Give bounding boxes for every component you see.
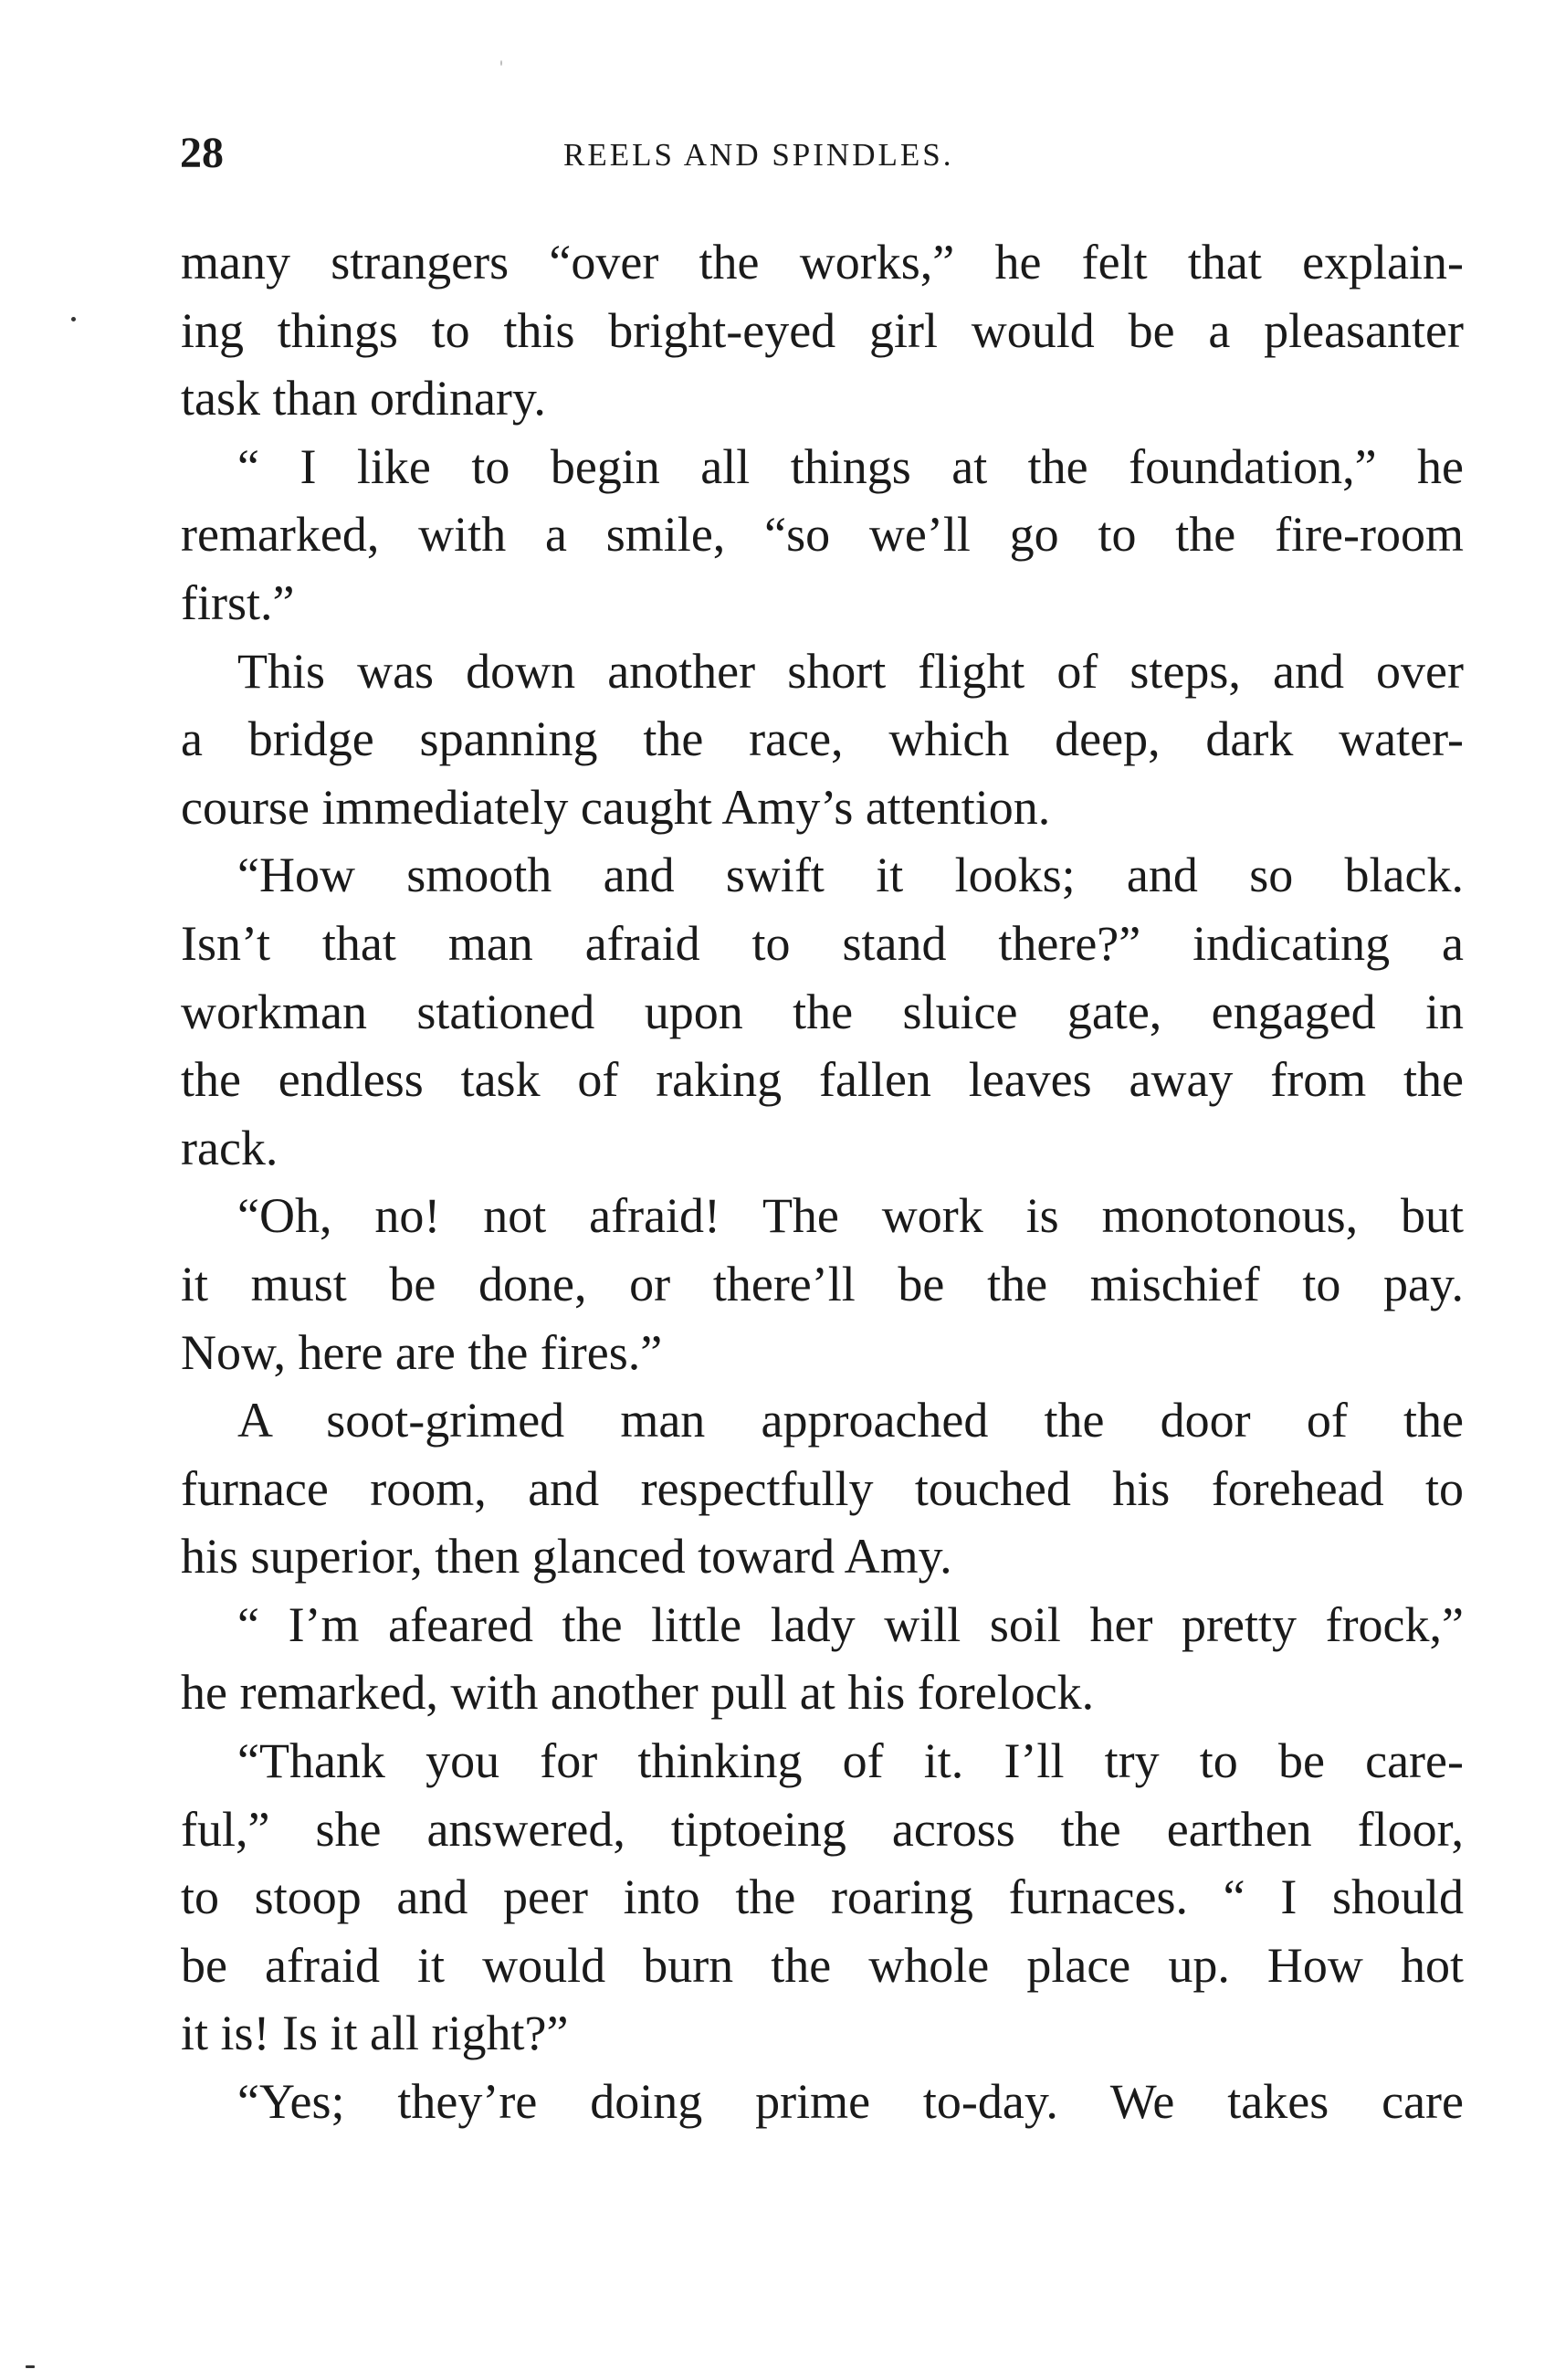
- text-line: it must be done, or there’ll be the mischief to pay.: [181, 1256, 1464, 1311]
- scan-speck: [71, 317, 76, 321]
- text-line: remarked, with a smile, “so we’ll go to the fire-room: [181, 507, 1464, 563]
- text-line: many strangers “over the works,” he felt that explain-: [181, 235, 1464, 290]
- text-line: his superior, then glanced toward Amy.: [181, 1529, 952, 1585]
- text-line: the endless task of raking fallen leaves away from the: [181, 1052, 1464, 1108]
- text-line: workman stationed upon the sluice gate, engaged in: [181, 984, 1464, 1039]
- text-line: “How smooth and swift it looks; and so black.: [237, 848, 1464, 903]
- scan-speck: [500, 60, 502, 66]
- text-line: Isn’t that man afraid to stand there?” indicating a: [181, 915, 1464, 971]
- text-line: rack.: [181, 1120, 278, 1175]
- text-line: Now, here are the fires.”: [181, 1324, 663, 1380]
- text-line: A soot-grimed man approached the door of the: [237, 1393, 1464, 1448]
- text-line: “ I’m afeared the little lady will soil her pretty frock,”: [237, 1596, 1464, 1652]
- scan-speck: [26, 2365, 35, 2368]
- text-line: This was down another short flight of steps, and over: [237, 643, 1464, 699]
- running-title: REELS AND SPINDLES.: [563, 137, 954, 173]
- text-line: he remarked, with another pull at his forelock.: [181, 1665, 1095, 1721]
- text-line: “Yes; they’re doing prime to-day. We takes care: [237, 2074, 1464, 2130]
- running-head: [180, 126, 1463, 181]
- text-line: “Oh, no! not afraid! The work is monotonous, but: [237, 1188, 1464, 1244]
- text-line: “Thank you for thinking of it. I’ll try to be care-: [237, 1733, 1464, 1789]
- text-line: it is! Is it all right?”: [181, 2006, 569, 2061]
- text-line: furnace room, and respectfully touched his forehead to: [181, 1460, 1464, 1516]
- text-line: to stoop and peer into the roaring furnaces. “ I should: [181, 1869, 1464, 1925]
- text-line: be afraid it would burn the whole place up. How hot: [181, 1937, 1464, 1993]
- text-line: “ I like to begin all things at the foundation,” he: [237, 438, 1464, 494]
- page-number: 28: [180, 129, 224, 177]
- body-text: [181, 228, 1464, 2136]
- text-line: a bridge spanning the race, which deep, dark water-: [181, 711, 1464, 767]
- text-line: first.”: [181, 574, 295, 630]
- text-line: ing things to this bright-eyed girl would be a pleasanter: [181, 302, 1464, 358]
- text-line: task than ordinary.: [181, 371, 546, 427]
- text-line: course immediately caught Amy’s attention.: [181, 779, 1051, 835]
- text-line: ful,” she answered, tiptoeing across the earthen floor,: [181, 1801, 1464, 1857]
